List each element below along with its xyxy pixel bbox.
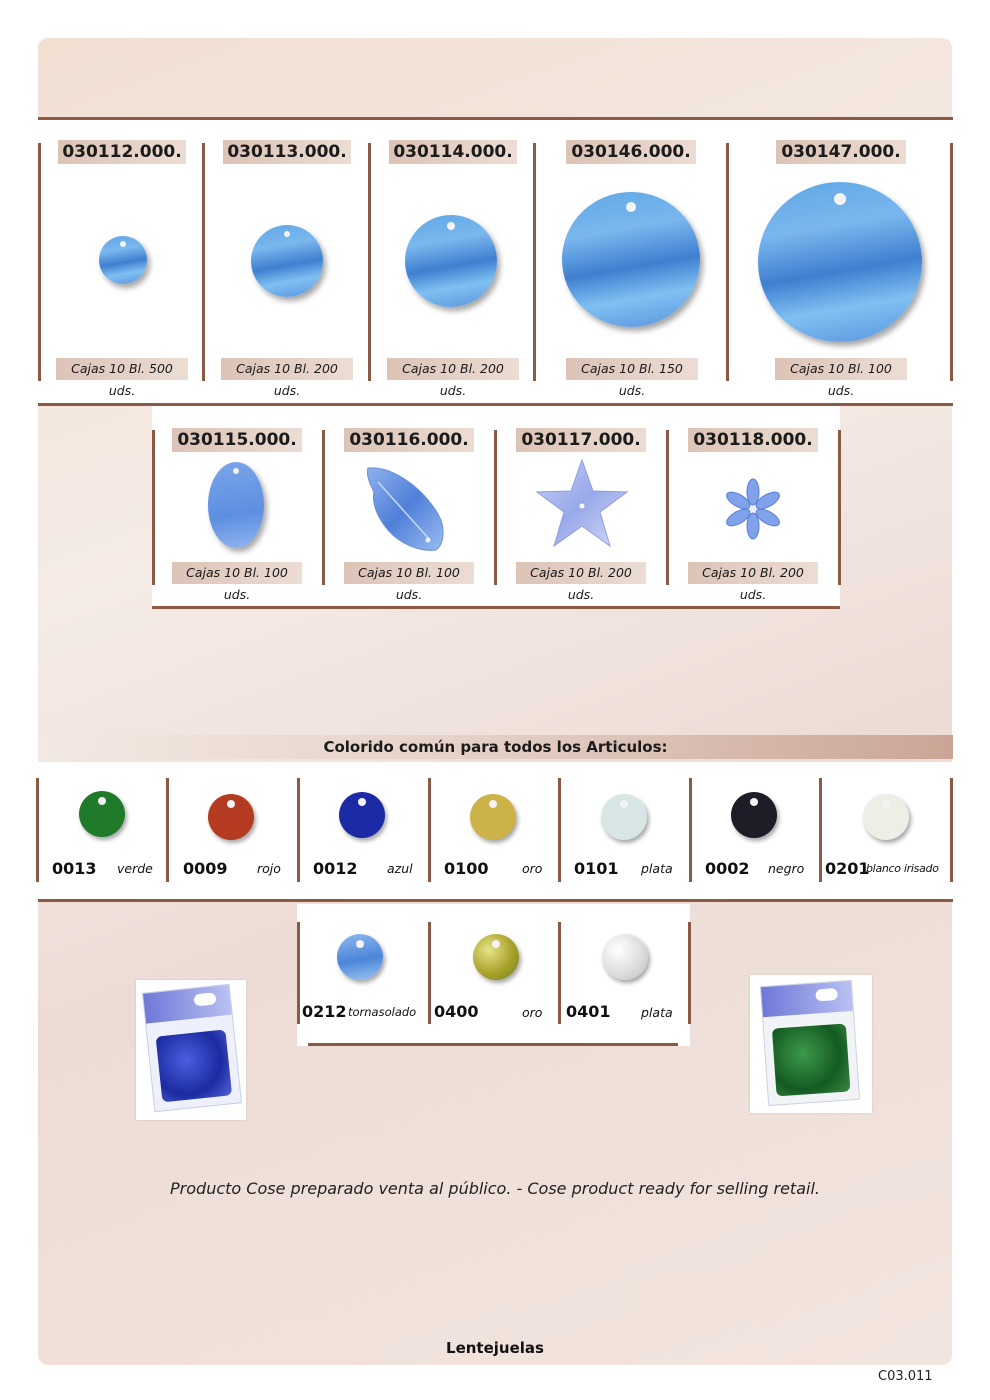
product-code: 030114.000. — [389, 140, 517, 164]
divider — [558, 922, 561, 1024]
color-name: rojo — [257, 861, 281, 876]
sequin-round-image — [405, 215, 497, 307]
sequin-round-image — [758, 182, 922, 342]
color-code: 0101 — [574, 859, 619, 878]
color-swatch-azul — [339, 792, 385, 838]
color-code: 0009 — [183, 859, 228, 878]
sequin-leaf-image — [360, 462, 452, 554]
divider — [36, 778, 39, 882]
divider — [297, 778, 300, 882]
color-swatch-tornasolado — [337, 934, 383, 980]
pack-label: Cajas 10 Bl. 200 uds. — [387, 358, 519, 380]
retail-bag-blue-image — [136, 980, 246, 1120]
sequin-flower-image — [722, 478, 784, 540]
divider — [297, 922, 300, 1024]
product-code: 030115.000. — [172, 428, 302, 452]
sequin-round-image — [562, 192, 700, 327]
pack-label: Cajas 10 Bl. 150 uds. — [566, 358, 698, 380]
divider — [688, 922, 691, 1024]
sequin-oval-image — [208, 462, 264, 548]
divider — [494, 430, 497, 585]
color-code: 0401 — [566, 1002, 611, 1021]
color-code: 0013 — [52, 859, 97, 878]
divider — [38, 143, 41, 381]
pack-label: Cajas 10 Bl. 200 uds. — [221, 358, 353, 380]
color-name: oro — [522, 1005, 543, 1020]
divider — [558, 778, 561, 882]
color-swatch-plata — [601, 794, 647, 840]
color-name: tornasolado — [348, 1005, 417, 1019]
color-swatch-plata-holografico — [602, 934, 648, 980]
colors-row1-rule — [38, 899, 953, 902]
divider — [666, 430, 669, 585]
product-code: 030113.000. — [223, 140, 351, 164]
divider — [689, 778, 692, 882]
sequin-round-image — [99, 236, 147, 284]
product-code: 030112.000. — [58, 140, 186, 164]
colors-title: Colorido común para todos los Articulos: — [38, 735, 953, 759]
product-code: 030147.000. — [776, 140, 906, 164]
pack-label: Cajas 10 Bl. 200 uds. — [688, 562, 818, 584]
color-name: blanco irisado — [866, 862, 939, 875]
divider — [166, 778, 169, 882]
color-code: 0400 — [434, 1002, 479, 1021]
divider — [322, 430, 325, 585]
divider — [838, 430, 841, 585]
product-code: 030117.000. — [516, 428, 646, 452]
color-name: negro — [768, 861, 805, 876]
divider — [950, 778, 953, 882]
color-name: plata — [641, 861, 673, 876]
color-name: oro — [522, 861, 543, 876]
colors-row2-rule — [308, 1043, 678, 1046]
row2-bottom-rule — [152, 606, 840, 609]
divider — [368, 143, 371, 381]
color-name: verde — [117, 861, 153, 876]
divider — [950, 143, 953, 381]
pack-label: Cajas 10 Bl. 500 uds. — [56, 358, 188, 380]
pack-label: Cajas 10 Bl. 100 uds. — [775, 358, 907, 380]
divider — [533, 143, 536, 381]
product-code: 030116.000. — [344, 428, 474, 452]
color-swatch-oro — [470, 794, 516, 840]
divider — [819, 778, 822, 882]
product-code: 030146.000. — [566, 140, 696, 164]
retail-note: Producto Cose preparado venta al público. - Cose product ready for selling retail. — [170, 1179, 820, 1198]
divider — [152, 430, 155, 585]
pack-label: Cajas 10 Bl. 100 uds. — [172, 562, 302, 584]
color-code: 0002 — [705, 859, 750, 878]
color-code: 0012 — [313, 859, 358, 878]
divider — [428, 778, 431, 882]
color-swatch-blanco-irisado — [863, 794, 909, 840]
color-code: 0212 — [302, 1002, 347, 1021]
color-name: azul — [387, 861, 413, 876]
color-code: 0100 — [444, 859, 489, 878]
color-swatch-oro-holografico — [473, 934, 519, 980]
color-swatch-rojo — [208, 794, 254, 840]
product-code: 030118.000. — [688, 428, 818, 452]
pack-label: Cajas 10 Bl. 100 uds. — [344, 562, 474, 584]
pack-label: Cajas 10 Bl. 200 uds. — [516, 562, 646, 584]
divider — [202, 143, 205, 381]
brand-title: Lentejuelas — [446, 1339, 544, 1357]
color-name: plata — [641, 1005, 673, 1020]
sequin-round-image — [251, 225, 323, 297]
retail-bag-green-image — [750, 975, 872, 1113]
sequin-star-image — [534, 458, 630, 550]
color-swatch-negro — [731, 792, 777, 838]
color-code: 0201 — [825, 859, 870, 878]
color-swatch-verde — [79, 791, 125, 837]
page-number: C03.011 — [878, 1369, 933, 1384]
divider — [726, 143, 729, 381]
divider — [428, 922, 431, 1024]
